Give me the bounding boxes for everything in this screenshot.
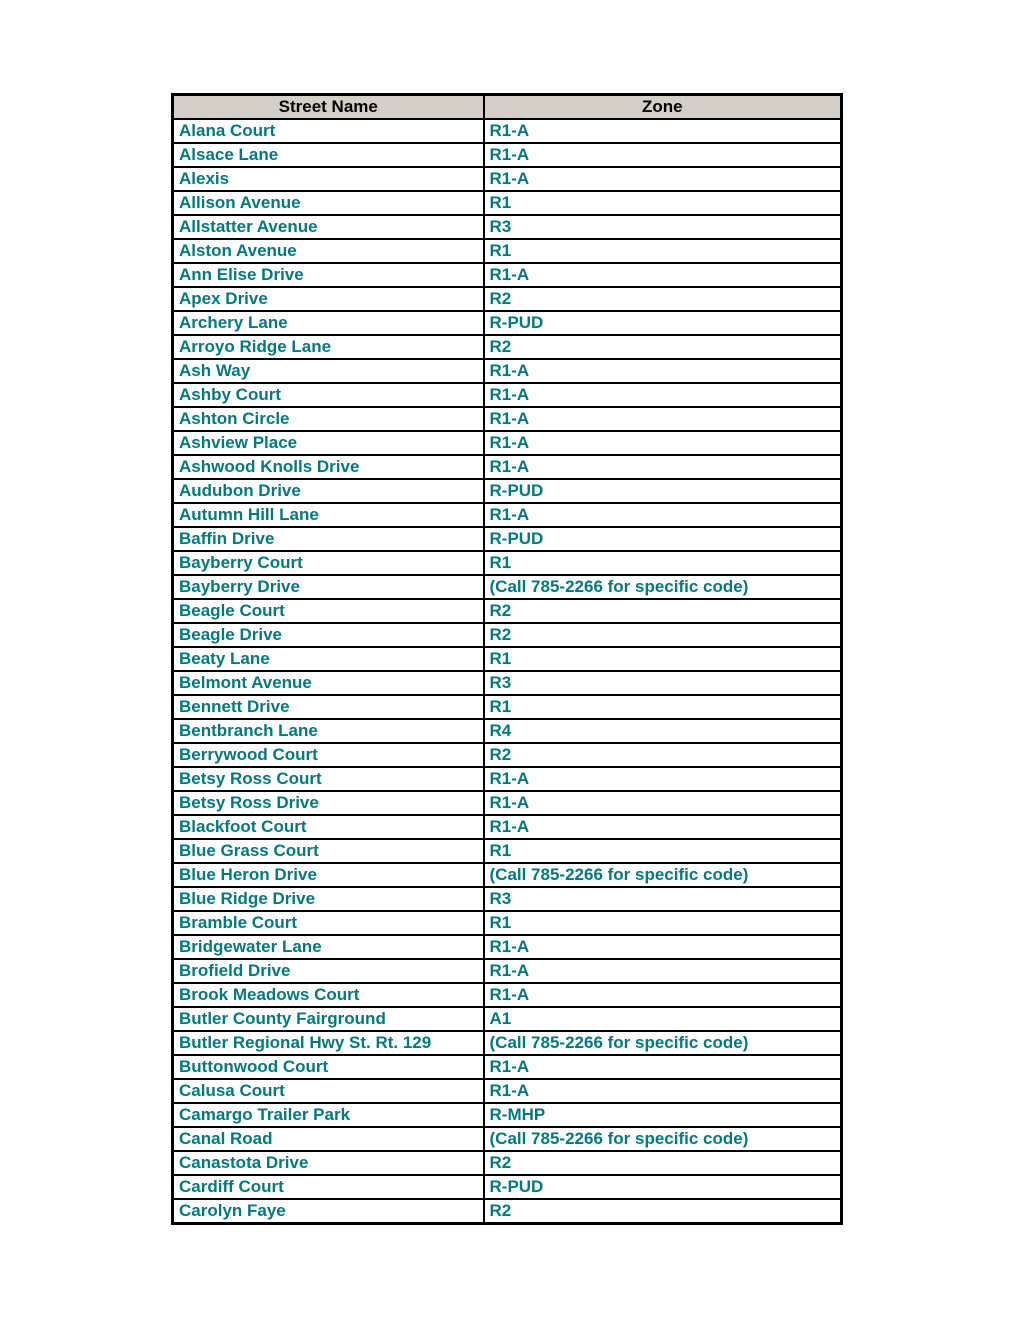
street-name-cell: Ashton Circle — [173, 407, 484, 431]
zone-cell: R1 — [484, 695, 842, 719]
table-body — [173, 119, 842, 1224]
zone-cell: R1-A — [484, 143, 842, 167]
street-name-cell: Brook Meadows Court — [173, 983, 484, 1007]
zone-cell: R2 — [484, 623, 842, 647]
street-name-cell: Bennett Drive — [173, 695, 484, 719]
street-name-cell: Ash Way — [173, 359, 484, 383]
zone-cell: R1-A — [484, 167, 842, 191]
table-row — [173, 191, 842, 215]
street-name-cell: Camargo Trailer Park — [173, 1103, 484, 1127]
street-name-cell: Alana Court — [173, 119, 484, 143]
street-zone-table — [171, 93, 843, 1225]
header-row — [173, 95, 842, 120]
zone-cell: R2 — [484, 1199, 842, 1224]
zone-cell: A1 — [484, 1007, 842, 1031]
table-row — [173, 935, 842, 959]
street-name-cell: Alsace Lane — [173, 143, 484, 167]
zone-cell: R1-A — [484, 767, 842, 791]
table-row — [173, 1127, 842, 1151]
zone-cell: R3 — [484, 215, 842, 239]
table-row — [173, 647, 842, 671]
street-name-cell: Ann Elise Drive — [173, 263, 484, 287]
street-name-cell: Arroyo Ridge Lane — [173, 335, 484, 359]
zone-cell: R2 — [484, 335, 842, 359]
zone-cell: (Call 785-2266 for specific code) — [484, 1127, 842, 1151]
table-row — [173, 1055, 842, 1079]
table-row — [173, 983, 842, 1007]
table-row — [173, 215, 842, 239]
table-row — [173, 887, 842, 911]
street-name-cell: Bayberry Drive — [173, 575, 484, 599]
street-name-cell: Belmont Avenue — [173, 671, 484, 695]
street-name-cell: Calusa Court — [173, 1079, 484, 1103]
table-row — [173, 1031, 842, 1055]
table-row — [173, 431, 842, 455]
street-name-cell: Blue Grass Court — [173, 839, 484, 863]
street-name-cell: Butler Regional Hwy St. Rt. 129 — [173, 1031, 484, 1055]
zone-cell: R1-A — [484, 935, 842, 959]
table-row — [173, 1175, 842, 1199]
zone-cell: R1-A — [484, 383, 842, 407]
table-row — [173, 167, 842, 191]
zone-cell: R1-A — [484, 791, 842, 815]
zone-cell: R1-A — [484, 119, 842, 143]
table-row — [173, 1151, 842, 1175]
street-name-cell: Apex Drive — [173, 287, 484, 311]
table-row — [173, 695, 842, 719]
street-name-cell: Betsy Ross Court — [173, 767, 484, 791]
table-row — [173, 407, 842, 431]
zone-cell: R1-A — [484, 503, 842, 527]
zone-cell: R3 — [484, 671, 842, 695]
table-row — [173, 767, 842, 791]
street-name-cell: Alston Avenue — [173, 239, 484, 263]
table-row — [173, 551, 842, 575]
table-row — [173, 839, 842, 863]
street-name-cell: Butler County Fairground — [173, 1007, 484, 1031]
street-name-cell: Baffin Drive — [173, 527, 484, 551]
street-name-cell: Bentbranch Lane — [173, 719, 484, 743]
street-name-cell: Ashby Court — [173, 383, 484, 407]
table-row — [173, 311, 842, 335]
table-row — [173, 119, 842, 143]
street-name-cell: Betsy Ross Drive — [173, 791, 484, 815]
table-row — [173, 791, 842, 815]
street-name-cell: Blue Heron Drive — [173, 863, 484, 887]
table-row — [173, 239, 842, 263]
street-name-cell: Beaty Lane — [173, 647, 484, 671]
street-name-cell: Blackfoot Court — [173, 815, 484, 839]
street-name-cell: Buttonwood Court — [173, 1055, 484, 1079]
table-row — [173, 359, 842, 383]
table-row — [173, 335, 842, 359]
zone-cell: R2 — [484, 743, 842, 767]
street-name-cell: Beagle Court — [173, 599, 484, 623]
table-row — [173, 815, 842, 839]
zone-cell: R2 — [484, 287, 842, 311]
street-name-cell: Brofield Drive — [173, 959, 484, 983]
table-row — [173, 719, 842, 743]
table-row — [173, 575, 842, 599]
table-row — [173, 671, 842, 695]
zone-cell: R1-A — [484, 359, 842, 383]
zone-cell: R3 — [484, 887, 842, 911]
street-name-cell: Alexis — [173, 167, 484, 191]
table-row — [173, 1199, 842, 1224]
table-row — [173, 479, 842, 503]
zone-cell: R1 — [484, 911, 842, 935]
zone-cell: R1 — [484, 191, 842, 215]
table-row — [173, 263, 842, 287]
street-name-cell: Bridgewater Lane — [173, 935, 484, 959]
zone-cell: (Call 785-2266 for specific code) — [484, 1031, 842, 1055]
zone-cell: R2 — [484, 1151, 842, 1175]
street-name-cell: Audubon Drive — [173, 479, 484, 503]
column-header-street-name: Street Name — [173, 95, 484, 120]
table-row — [173, 455, 842, 479]
table-row — [173, 863, 842, 887]
table-row — [173, 1079, 842, 1103]
table-row — [173, 527, 842, 551]
table-row — [173, 287, 842, 311]
table-row — [173, 503, 842, 527]
table-row — [173, 959, 842, 983]
street-name-cell: Archery Lane — [173, 311, 484, 335]
column-header-zone: Zone — [484, 95, 842, 120]
table-row — [173, 1007, 842, 1031]
zone-cell: R1-A — [484, 1079, 842, 1103]
zone-cell: R-PUD — [484, 1175, 842, 1199]
zone-cell: R-PUD — [484, 527, 842, 551]
zone-cell: R1 — [484, 239, 842, 263]
zone-cell: R1-A — [484, 815, 842, 839]
street-name-cell: Bayberry Court — [173, 551, 484, 575]
zone-cell: R1 — [484, 551, 842, 575]
zone-cell: R1-A — [484, 455, 842, 479]
zone-cell: R1-A — [484, 407, 842, 431]
table-row — [173, 599, 842, 623]
zone-cell: R1-A — [484, 263, 842, 287]
street-name-cell: Canastota Drive — [173, 1151, 484, 1175]
street-name-cell: Beagle Drive — [173, 623, 484, 647]
table-row — [173, 911, 842, 935]
zone-cell: (Call 785-2266 for specific code) — [484, 863, 842, 887]
zone-cell: R1-A — [484, 959, 842, 983]
street-name-cell: Ashwood Knolls Drive — [173, 455, 484, 479]
table-row — [173, 143, 842, 167]
street-name-cell: Ashview Place — [173, 431, 484, 455]
street-name-cell: Autumn Hill Lane — [173, 503, 484, 527]
street-name-cell: Cardiff Court — [173, 1175, 484, 1199]
street-name-cell: Bramble Court — [173, 911, 484, 935]
zone-cell: R1-A — [484, 983, 842, 1007]
zone-cell: R1 — [484, 839, 842, 863]
zone-cell: R-PUD — [484, 479, 842, 503]
zone-cell: R1-A — [484, 1055, 842, 1079]
zone-cell: R4 — [484, 719, 842, 743]
table-row — [173, 743, 842, 767]
zone-cell: R-PUD — [484, 311, 842, 335]
table-row — [173, 1103, 842, 1127]
table-row — [173, 623, 842, 647]
street-name-cell: Blue Ridge Drive — [173, 887, 484, 911]
zone-cell: (Call 785-2266 for specific code) — [484, 575, 842, 599]
zone-cell: R-MHP — [484, 1103, 842, 1127]
street-name-cell: Allstatter Avenue — [173, 215, 484, 239]
zone-cell: R1 — [484, 647, 842, 671]
zone-cell: R2 — [484, 599, 842, 623]
street-name-cell: Berrywood Court — [173, 743, 484, 767]
table-row — [173, 383, 842, 407]
street-name-cell: Canal Road — [173, 1127, 484, 1151]
street-name-cell: Allison Avenue — [173, 191, 484, 215]
street-name-cell: Carolyn Faye — [173, 1199, 484, 1224]
zone-cell: R1-A — [484, 431, 842, 455]
